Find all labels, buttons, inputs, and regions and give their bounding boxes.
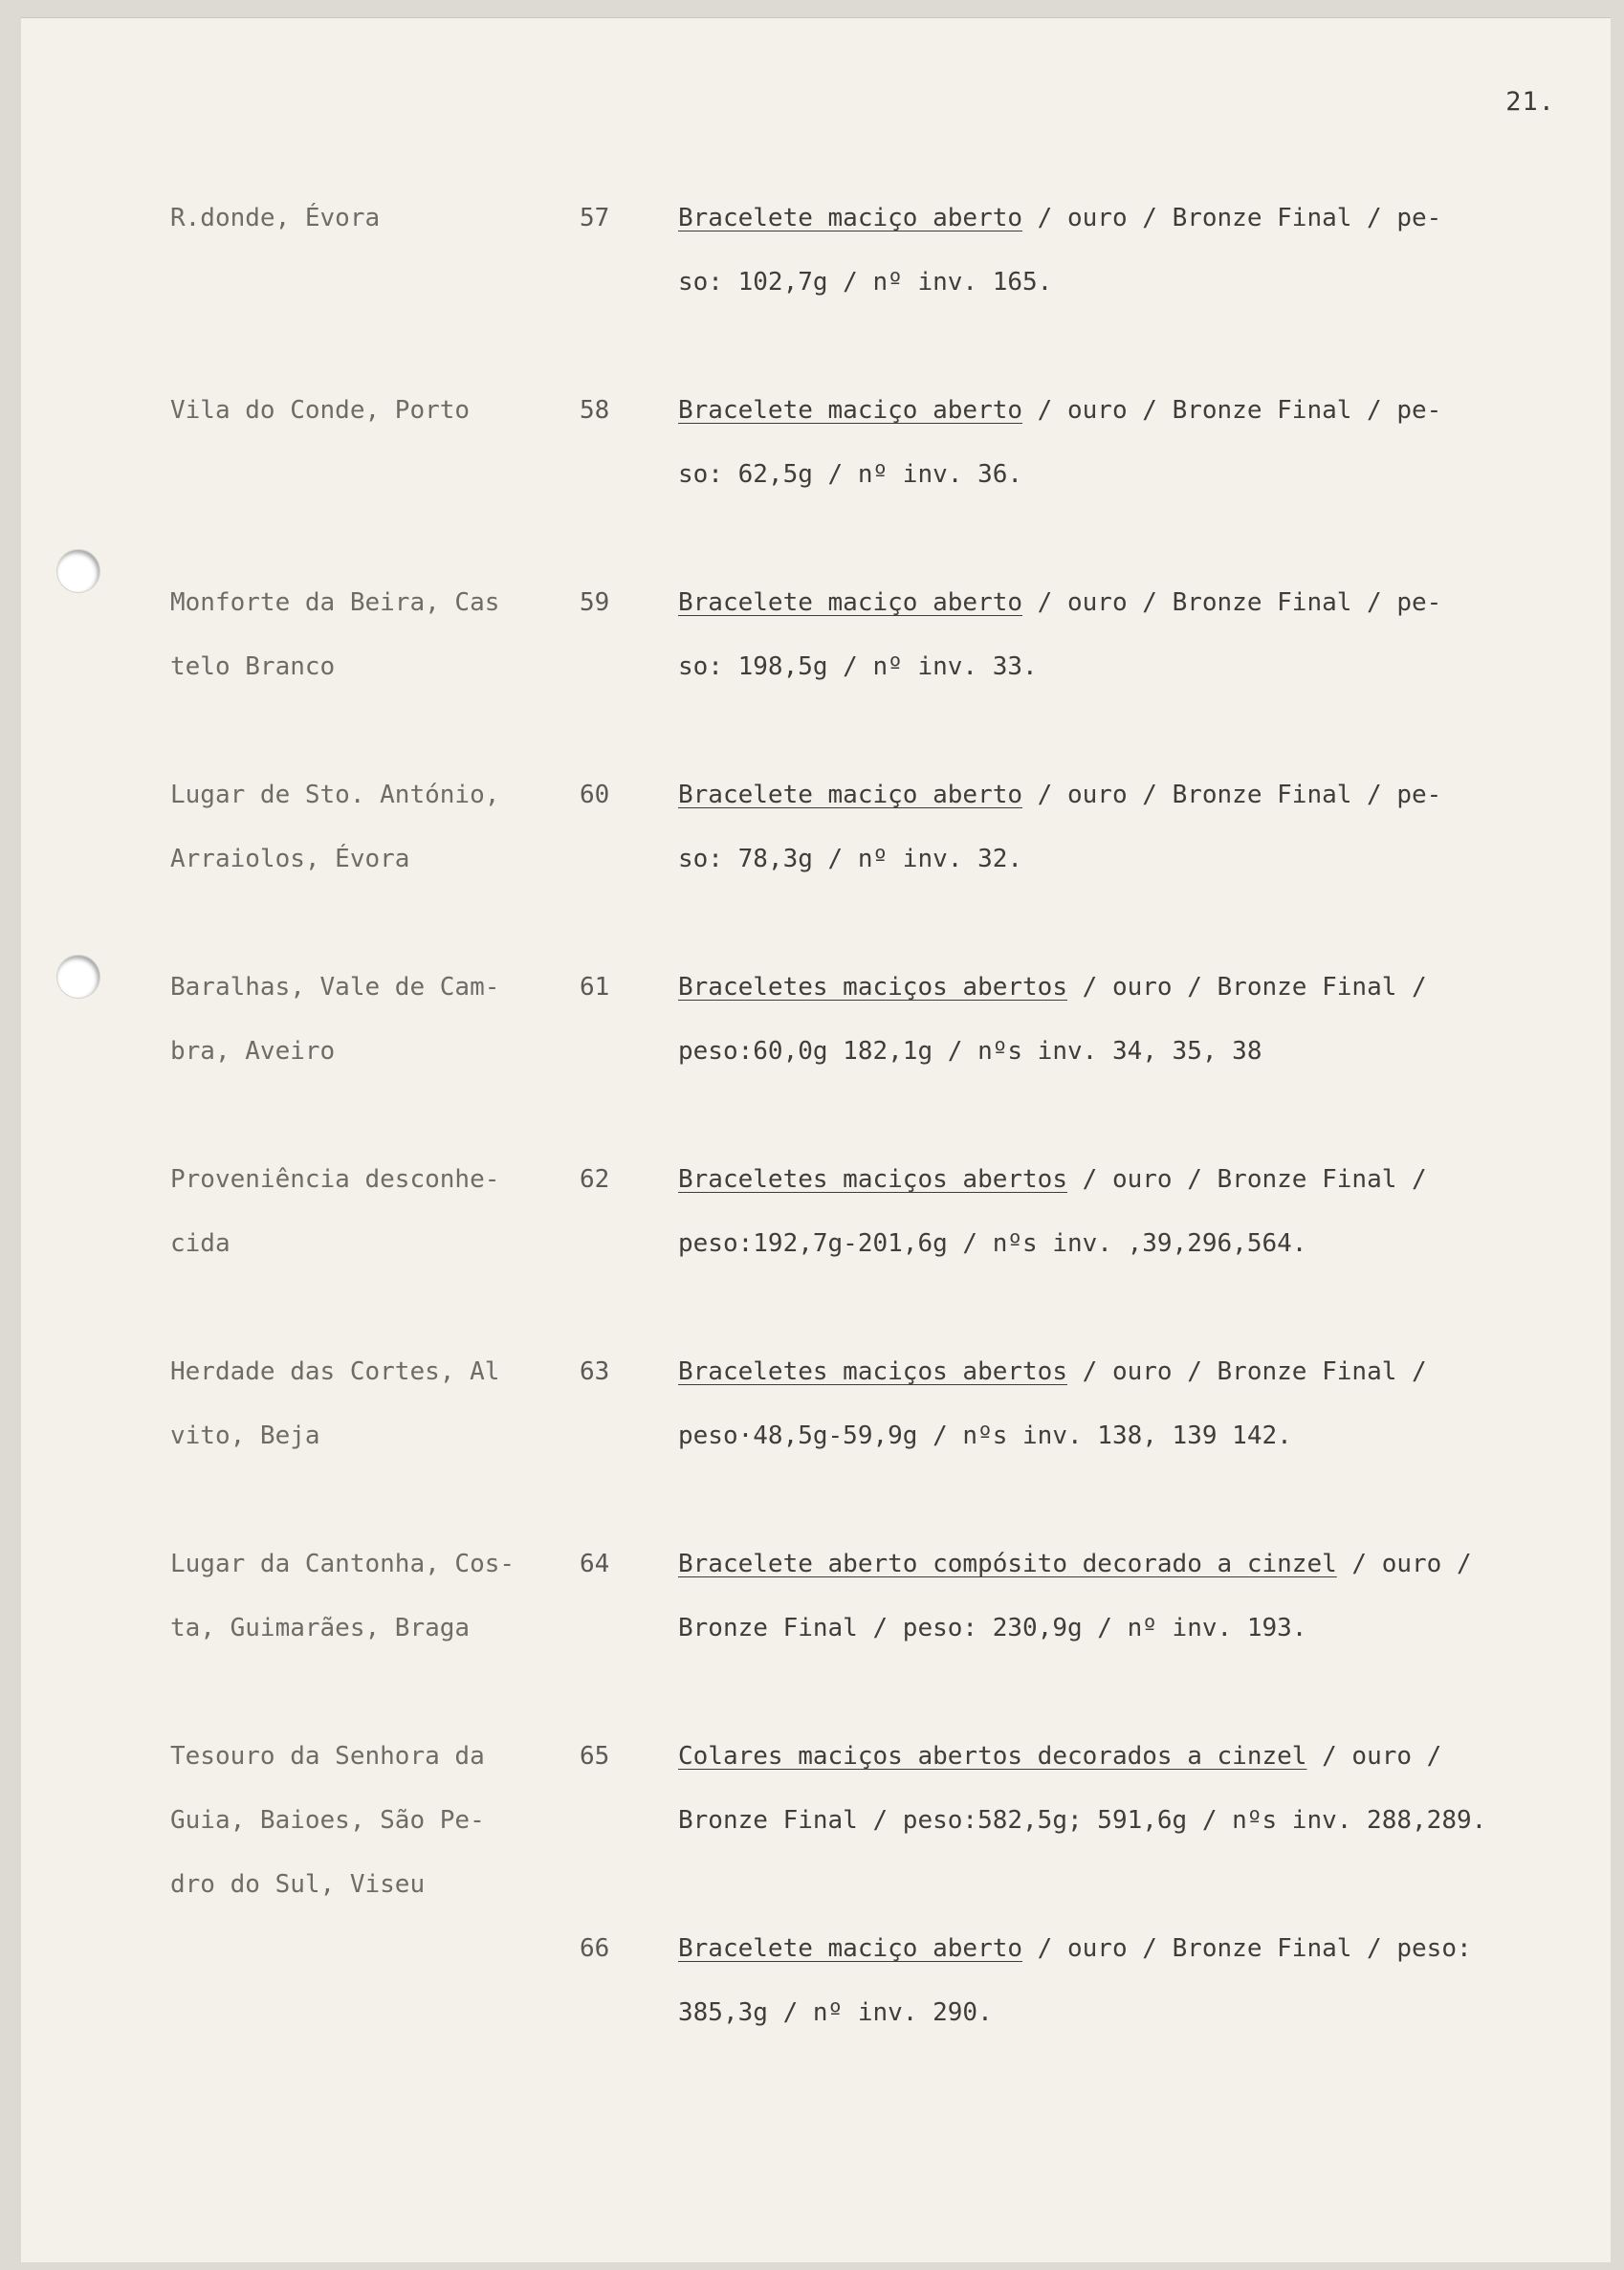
catalog-entry: [21, 1917, 1611, 2099]
entry-number: 64: [580, 1550, 610, 1578]
entry-description: [678, 956, 1568, 1084]
entry-number: 62: [580, 1165, 610, 1194]
entry-number: 63: [580, 1357, 610, 1386]
entry-location: Herdade das Cortes, Al vito, Beja: [170, 1357, 500, 1450]
catalog-entry: [21, 1532, 1611, 1714]
entry-details-line2: peso·48,5g-59,9g / nºs inv. 138, 139 142.: [678, 1422, 1292, 1450]
entry-title: Braceletes maciços abertos: [678, 1357, 1067, 1386]
entry-description: [678, 1725, 1568, 1853]
entry-details-line2: Bronze Final / peso:582,5g; 591,6g / nºs inv. 288,289.: [678, 1806, 1487, 1835]
entry-number: 57: [580, 204, 610, 232]
entry-details: / ouro / Bronze Final /: [1067, 1165, 1427, 1194]
entry-title: Bracelete maciço aberto: [678, 781, 1023, 809]
entry-details: / ouro / Bronze Final / pe-: [1022, 204, 1442, 232]
entry-location: Monforte da Beira, Cas telo Branco: [170, 588, 500, 681]
entry-description: [678, 763, 1568, 892]
entry-location: Vila do Conde, Porto: [170, 396, 471, 425]
entry-description: [678, 187, 1568, 315]
entry-title: Colares maciços abertos decorados a cinzel: [678, 1742, 1307, 1771]
entry-location: Baralhas, Vale de Cam- bra, Aveiro: [170, 973, 500, 1066]
entry-number: 66: [580, 1934, 610, 1963]
entry-details-line2: so: 198,5g / nº inv. 33.: [678, 652, 1038, 681]
catalog-entry: [21, 571, 1611, 753]
entry-title: Bracelete maciço aberto: [678, 204, 1023, 232]
entry-number: 60: [580, 781, 610, 809]
entry-description: [678, 1532, 1568, 1661]
entry-number: 65: [580, 1742, 610, 1771]
page-number: 21.: [1505, 87, 1555, 117]
entry-details: / ouro / Bronze Final / pe-: [1022, 781, 1442, 809]
entry-location: Lugar da Cantonha, Cos- ta, Guimarães, Braga: [170, 1550, 516, 1642]
entry-details: / ouro /: [1306, 1742, 1442, 1771]
entry-details-line2: Bronze Final / peso: 230,9g / nº inv. 193.: [678, 1614, 1307, 1642]
entry-location: Proveniência desconhe- cida: [170, 1165, 500, 1258]
catalog-entry: [21, 1148, 1611, 1330]
entry-title: Bracelete maciço aberto: [678, 588, 1023, 617]
entry-location: Tesouro da Senhora da Guia, Baioes, São Pe- dro do Sul, Viseu: [170, 1742, 485, 1899]
entry-details: / ouro / Bronze Final / peso:: [1022, 1934, 1472, 1963]
catalog-entry: [21, 1340, 1611, 1522]
entry-description: [678, 379, 1568, 507]
entry-number: 58: [580, 396, 610, 425]
catalog-entry: [21, 1725, 1611, 1945]
entry-description: [678, 1340, 1568, 1468]
catalog-entry: [21, 379, 1611, 561]
entry-number: 59: [580, 588, 610, 617]
entry-location: R.donde, Évora: [170, 204, 381, 232]
entry-details-line2: so: 102,7g / nº inv. 165.: [678, 268, 1053, 297]
entry-details: / ouro / Bronze Final /: [1067, 973, 1427, 1002]
catalog-entry: [21, 763, 1611, 945]
entry-details: / ouro / Bronze Final / pe-: [1022, 396, 1442, 425]
document-page: [21, 17, 1611, 2262]
entry-title: Bracelete maciço aberto: [678, 1934, 1023, 1963]
catalog-entry: [21, 956, 1611, 1137]
entry-title: Bracelete maciço aberto: [678, 396, 1023, 425]
entry-title: Braceletes maciços abertos: [678, 973, 1067, 1002]
entry-number: 61: [580, 973, 610, 1002]
entry-location: Lugar de Sto. António, Arraiolos, Évora: [170, 781, 500, 873]
entry-description: [678, 1917, 1568, 2045]
entry-details: / ouro / Bronze Final /: [1067, 1357, 1427, 1386]
entry-description: [678, 571, 1568, 699]
entry-title: Bracelete aberto compósito decorado a cinzel: [678, 1550, 1337, 1578]
entry-description: [678, 1148, 1568, 1276]
entry-title: Braceletes maciços abertos: [678, 1165, 1067, 1194]
entry-details-line2: so: 62,5g / nº inv. 36.: [678, 460, 1023, 489]
entry-details-line2: 385,3g / nº inv. 290.: [678, 1998, 993, 2027]
entry-details-line2: peso:192,7g-201,6g / nºs inv. ,39,296,564.: [678, 1229, 1307, 1258]
catalog-entry: [21, 187, 1611, 368]
entry-details-line2: peso:60,0g 182,1g / nºs inv. 34, 35, 38: [678, 1037, 1262, 1066]
entry-details-line2: so: 78,3g / nº inv. 32.: [678, 845, 1023, 873]
entry-details: / ouro /: [1336, 1550, 1472, 1578]
entry-details: / ouro / Bronze Final / pe-: [1022, 588, 1442, 617]
